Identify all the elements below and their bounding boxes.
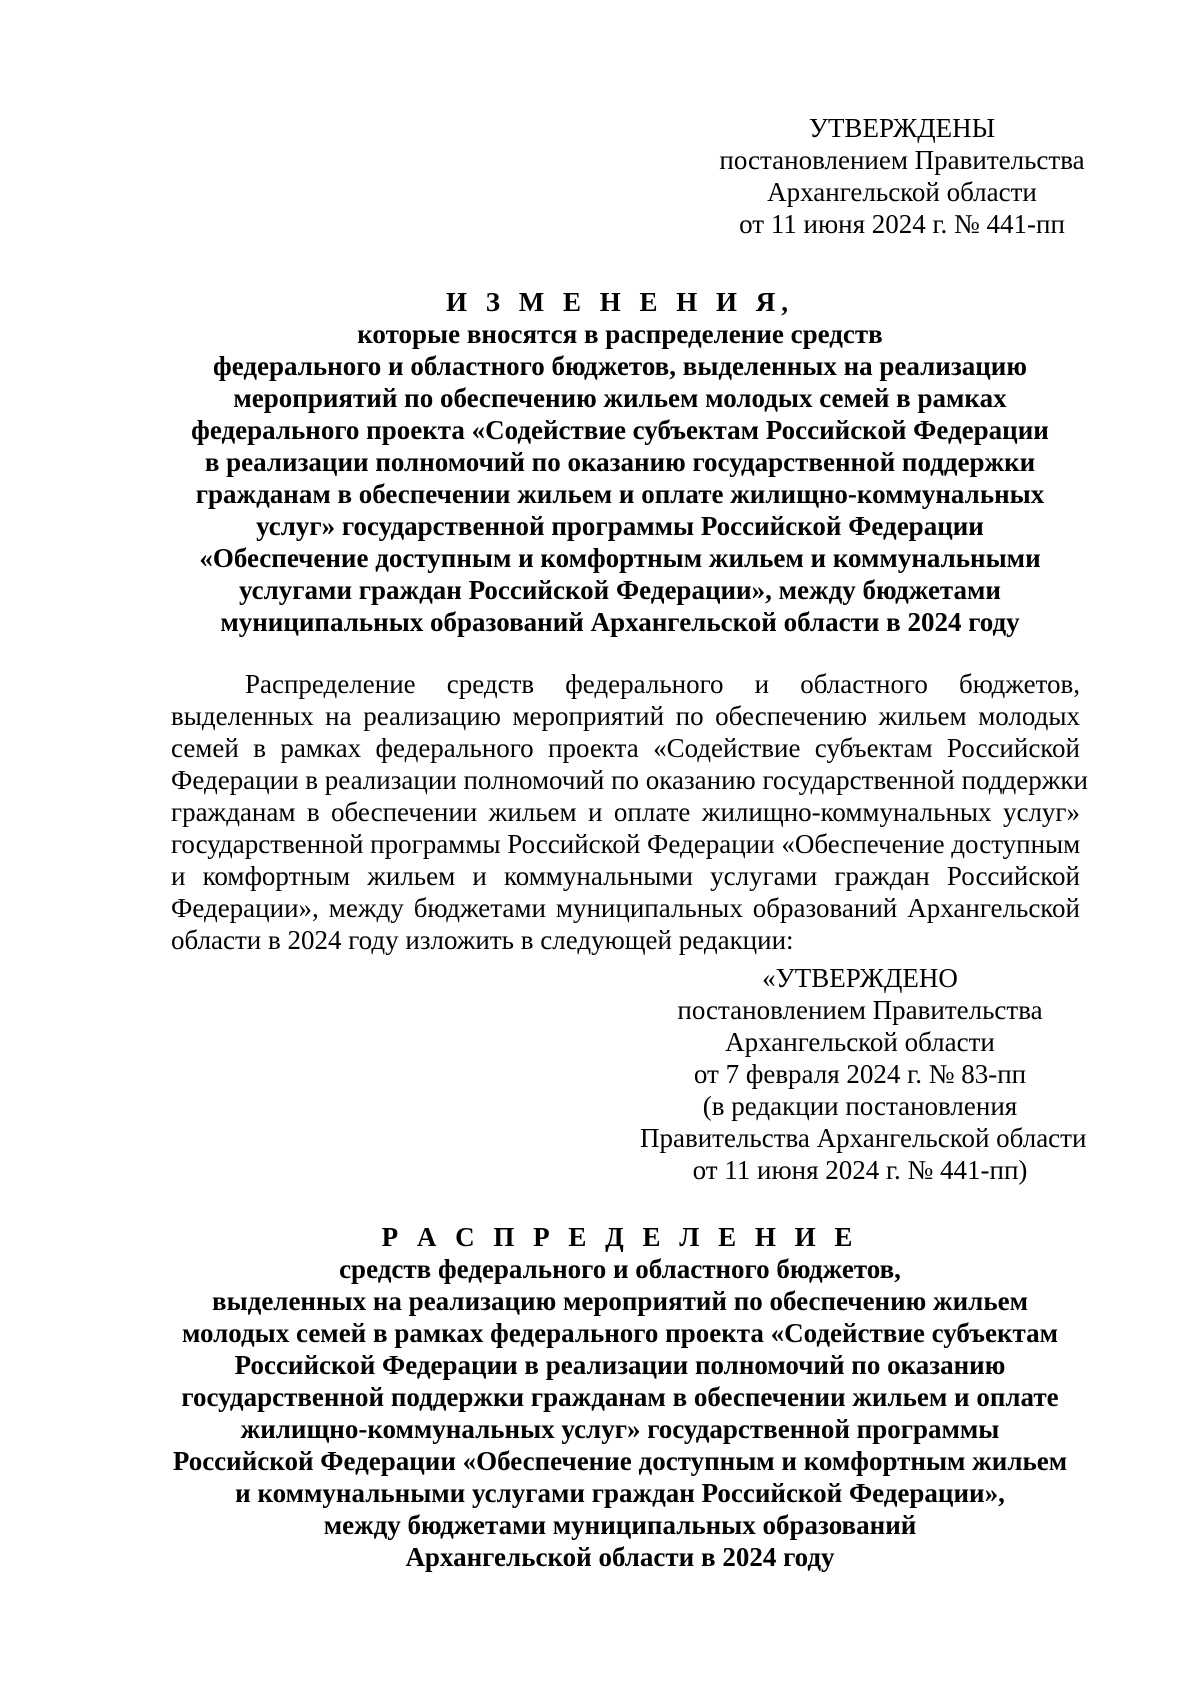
- changes-heading: И З М Е Н Е Н И Я,: [445, 287, 794, 317]
- paragraph-line: и комфортным жильем и коммунальными услугами граждан Российской: [171, 861, 1080, 891]
- title-line: гражданам в обеспечении жильем и оплате жилищно-коммунальных: [195, 479, 1045, 509]
- body-paragraph: [171, 668, 1088, 956]
- approval-stamp: [702, 112, 1102, 240]
- paragraph-line: гражданам в обеспечении жильем и оплате жилищно-коммунальных услуг»: [171, 797, 1080, 827]
- title-line: услугами граждан Российской Федерации», между бюджетами: [239, 575, 1001, 605]
- title-line: в реализации полномочий по оказанию государственной поддержки: [204, 447, 1036, 477]
- approval-line: (в редакции постановления: [702, 1091, 1018, 1121]
- approval-label: «УТВЕРЖДЕНО: [762, 963, 958, 993]
- title-line: которые вносятся в распределение средств: [357, 319, 883, 349]
- title-line: муниципальных образований Архангельской области в 2024 году: [220, 607, 1020, 637]
- paragraph-line: Федерации в реализации полномочий по оказанию государственной поддержки: [171, 765, 1088, 795]
- paragraph-line: семей в рамках федерального проекта «Содействие субъектам Российской: [171, 733, 1080, 763]
- title-line: мероприятий по обеспечению жильем молодых семей в рамках: [233, 383, 1007, 413]
- distribution-heading: Р А С П Р Е Д Е Л Е Н И Е: [381, 1222, 859, 1252]
- title-line: выделенных на реализацию мероприятий по обеспечению жильем: [212, 1286, 1028, 1316]
- title-line: услуг» государственной программы Российской Федерации: [256, 511, 984, 541]
- approval-line: Архангельской области: [725, 1027, 995, 1057]
- title-line: «Обеспечение доступным и комфортным жильем и коммунальными: [199, 543, 1041, 573]
- title-line: федерального проекта «Содействие субъектам Российской Федерации: [191, 415, 1049, 445]
- approval-line: постановлением Правительства: [719, 145, 1085, 175]
- title-line: между бюджетами муниципальных образований: [323, 1510, 917, 1540]
- approval-label: УТВЕРЖДЕНЫ: [808, 113, 996, 143]
- approval-line: Правительства Архангельской области: [640, 1123, 1087, 1153]
- paragraph-line: государственной программы Российской Федерации «Обеспечение доступным: [171, 829, 1081, 859]
- paragraph-line: выделенных на реализацию мероприятий по обеспечению жильем молодых: [171, 701, 1080, 731]
- approval-line: Архангельской области: [767, 177, 1037, 207]
- title-line: Российской Федерации «Обеспечение доступным и комфортным жильем: [172, 1446, 1068, 1476]
- approval-date-line: от 11 июня 2024 г. № 441-пп): [692, 1155, 1028, 1185]
- paragraph-line: Федерации», между бюджетами муниципальных образований Архангельской: [171, 893, 1080, 923]
- title-line: средств федерального и областного бюджетов,: [339, 1254, 901, 1284]
- title-line: Российской Федерации в реализации полномочий по оказанию: [234, 1350, 1006, 1380]
- distribution-title: [160, 1221, 1080, 1573]
- title-line: молодых семей в рамках федерального проекта «Содействие субъектам: [181, 1318, 1059, 1348]
- title-line: Архангельской области в 2024 году: [405, 1542, 835, 1572]
- title-line: жилищно-коммунальных услуг» государственной программы: [240, 1414, 1000, 1444]
- approval-date-line: от 11 июня 2024 г. № 441-пп: [739, 209, 1065, 239]
- approval-date-line: от 7 февраля 2024 г. № 83-пп: [693, 1059, 1027, 1089]
- title-line: государственной поддержки гражданам в обеспечении жильем и оплате: [181, 1382, 1059, 1412]
- paragraph-line: области в 2024 году изложить в следующей редакции:: [171, 925, 794, 955]
- paragraph-line: Распределение средств федерального и областного бюджетов,: [245, 669, 1080, 699]
- quoted-approval-stamp: [640, 962, 1087, 1186]
- title-line: федерального и областного бюджетов, выделенных на реализацию: [213, 351, 1027, 381]
- changes-title: [160, 286, 1080, 638]
- approval-line: постановлением Правительства: [677, 995, 1043, 1025]
- title-line: и коммунальными услугами граждан Российской Федерации»,: [235, 1478, 1005, 1508]
